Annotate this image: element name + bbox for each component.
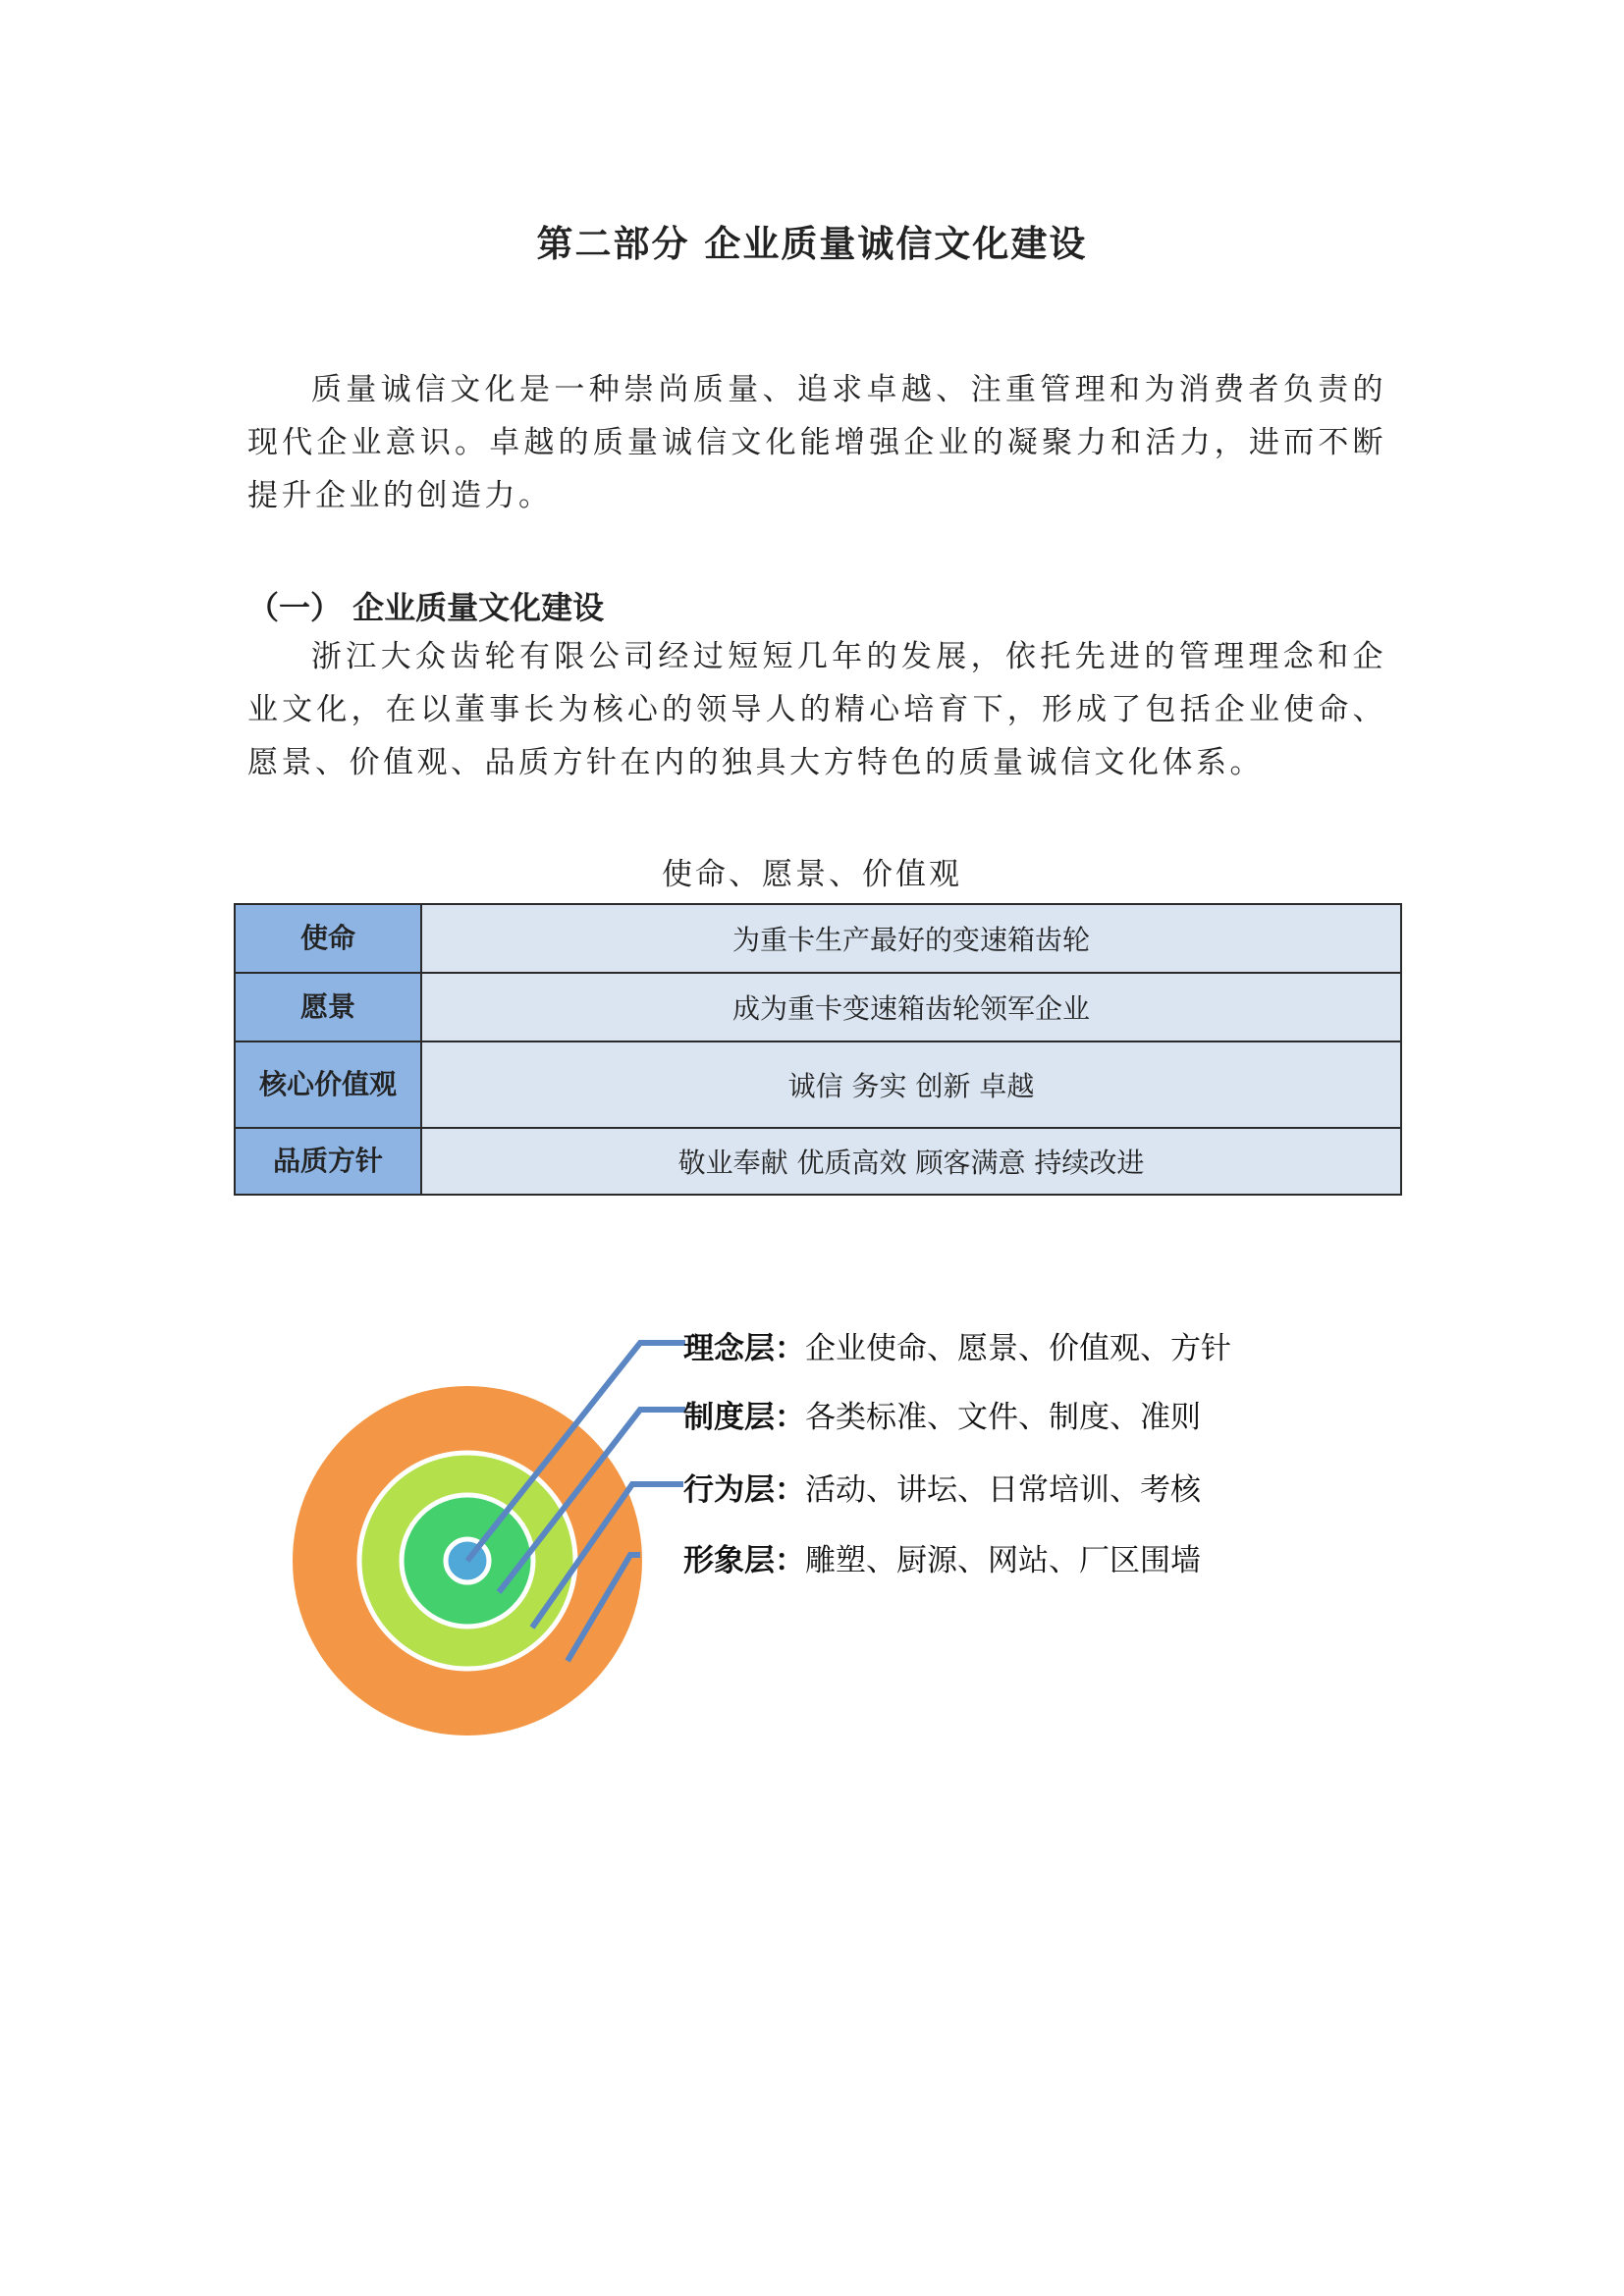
layer-value: 企业使命、愿景、价值观、方针 xyxy=(805,1331,1231,1366)
layer-label-system xyxy=(683,1392,1201,1436)
table-caption: 使命、愿景、价值观 xyxy=(662,857,962,892)
table-value-cell: 诚信 务实 创新 卓越 xyxy=(421,1041,1401,1128)
table-row xyxy=(235,1128,1401,1195)
layer-key: 行为层： xyxy=(683,1472,805,1508)
table-key-cell: 品质方针 xyxy=(235,1128,421,1195)
layer-label-behavior xyxy=(683,1465,1201,1509)
layer-value: 各类标准、文件、制度、准则 xyxy=(805,1400,1201,1435)
section-paragraph-text: 浙江大众齿轮有限公司经过短短几年的发展，依托先进的管理理念和企业文化，在以董事长为核心的领导人的精心培育下，形成了包括企业使命、愿景、价值观、品质方针在内的独具大方特色的质量诚信文化体系。 xyxy=(247,639,1386,780)
page-title: 第二部分 企业质量诚信文化建设 xyxy=(536,223,1088,265)
table-key-cell: 使命 xyxy=(235,904,421,973)
section-paragraph xyxy=(247,630,1386,789)
table-key-cell: 核心价值观 xyxy=(235,1041,421,1128)
table-value-cell: 敬业奉献 优质高效 顾客满意 持续改进 xyxy=(421,1128,1401,1195)
culture-layers-diagram xyxy=(275,1296,1231,1751)
layer-key: 形象层： xyxy=(683,1543,805,1578)
table-value-cell: 为重卡生产最好的变速箱齿轮 xyxy=(421,904,1401,973)
values-table xyxy=(234,903,1402,1196)
table-row xyxy=(235,973,1401,1041)
intro-paragraph-text: 质量诚信文化是一种崇尚质量、追求卓越、注重管理和为消费者负责的现代企业意识。卓越的质量诚信文化能增强企业的凝聚力和活力，进而不断提升企业的创造力。 xyxy=(247,372,1386,513)
intro-paragraph xyxy=(247,363,1386,522)
layer-key: 理念层： xyxy=(683,1331,805,1366)
table-value-cell: 成为重卡变速箱齿轮领军企业 xyxy=(421,973,1401,1041)
table-row xyxy=(235,904,1401,973)
layer-value: 雕塑、厨源、网站、厂区围墙 xyxy=(805,1543,1201,1578)
layer-label-image xyxy=(683,1535,1201,1579)
table-key-cell: 愿景 xyxy=(235,973,421,1041)
section-heading: （一） 企业质量文化建设 xyxy=(247,589,605,626)
layer-label-concept xyxy=(683,1323,1231,1367)
layer-value: 活动、讲坛、日常培训、考核 xyxy=(805,1472,1201,1508)
layer-key: 制度层： xyxy=(683,1400,805,1435)
table-row xyxy=(235,1041,1401,1128)
